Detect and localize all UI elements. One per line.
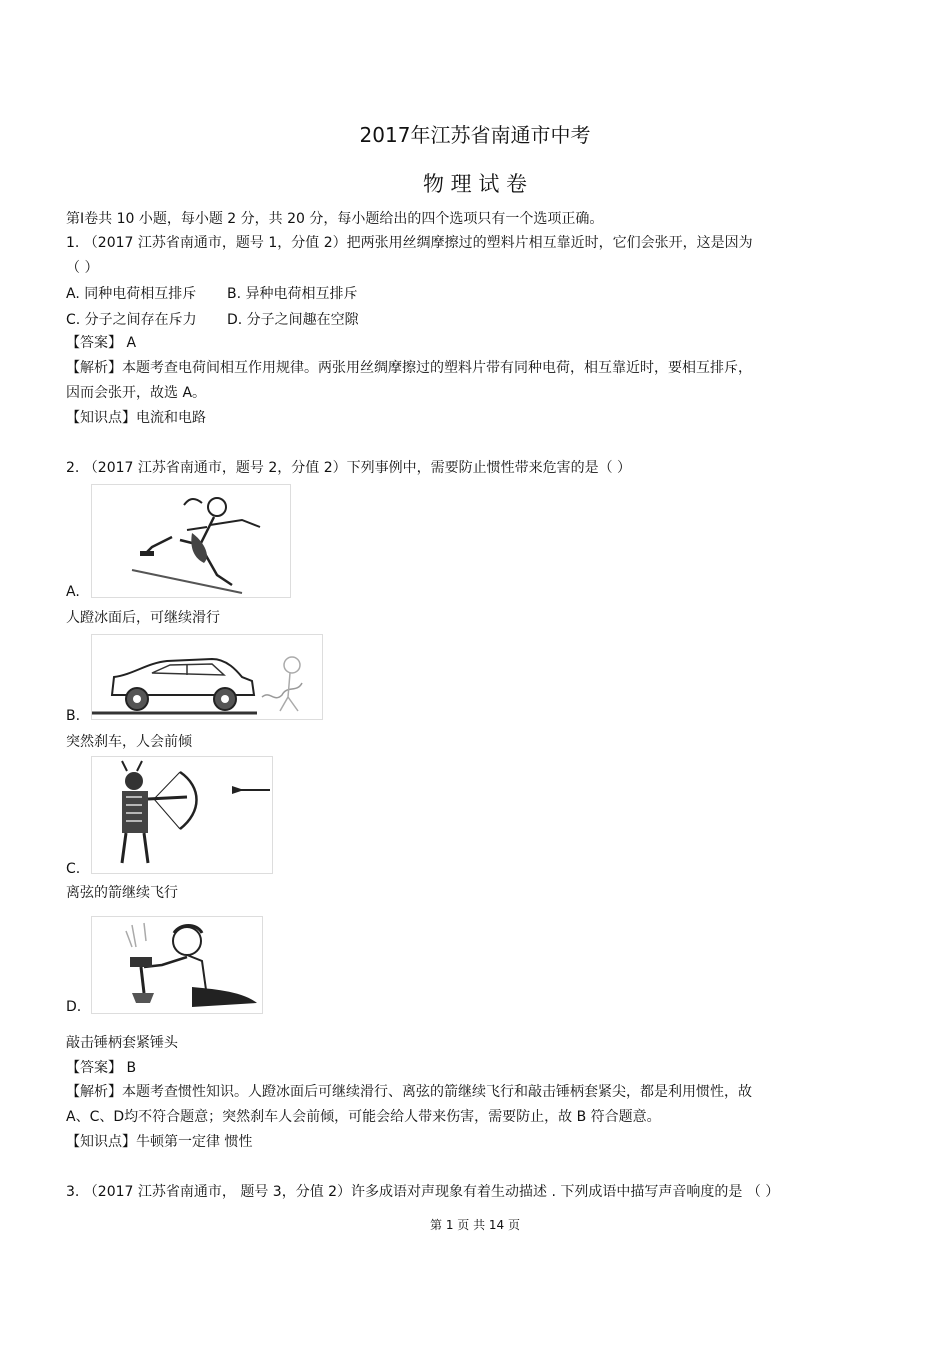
q2-knowledge: 【知识点】牛顿第一定律 惯性 (66, 1134, 253, 1150)
q1-answer: 【答案】 A (66, 335, 137, 351)
hammer-image (91, 916, 263, 1014)
q2-option-a-label: A. (66, 584, 80, 600)
q1-option-b: B. 异种电荷相互排斥 (227, 286, 358, 302)
q1-blank: （ ） (66, 260, 99, 276)
q2-option-b-text: 突然刹车，人会前倾 (66, 734, 192, 750)
q1-knowledge: 【知识点】电流和电路 (66, 410, 206, 426)
q2-analysis-line1: 【解析】本题考查惯性知识。人蹬冰面后可继续滑行、离弦的箭继续飞行和敲击锤柄套紧尖，都是利用惯性，故 (66, 1084, 752, 1100)
exam-title: 2017年江苏省南通市中考 (359, 123, 591, 147)
q2-analysis-line2: A、C、D均不符合题意；突然刹车人会前倾，可能会给人带来伤害，需要防止，故 B 符合题意。 (66, 1109, 661, 1125)
q2-option-d-label: D. (66, 999, 82, 1015)
skater-image (91, 484, 291, 598)
q1-analysis-line2: 因而会张开，故选 A。 (66, 385, 207, 401)
q3-stem: 3. （2017 江苏省南通市， 题号 3，分值 2）许多成语对声现象有着生动描述 . 下列成语中描写声音响度的是 （ ） (66, 1184, 780, 1200)
q1-stem: 1. （2017 江苏省南通市，题号 1，分值 2）把两张用丝绸摩擦过的塑料片相互靠近时，它们会张开，这是因为 (66, 235, 753, 251)
car-braking-image (91, 634, 323, 720)
archer-image (91, 756, 273, 874)
q1-analysis-line1: 【解析】本题考查电荷间相互作用规律。两张用丝绸摩擦过的塑料片带有同种电荷，相互靠近时，要相互排斥， (66, 360, 752, 376)
q1-option-c: C. 分子之间存在斥力 (66, 312, 197, 328)
q1-option-d: D. 分子之间趣在空隙 (227, 312, 359, 328)
q2-option-a-text: 人蹬冰面后，可继续滑行 (66, 610, 220, 626)
q2-option-c-label: C. (66, 861, 81, 877)
q2-option-b-label: B. (66, 708, 81, 724)
section-intro: 第Ⅰ卷共 10 小题，每小题 2 分，共 20 分，每小题给出的四个选项只有一个选项正确。 (66, 211, 604, 227)
q2-option-d-text: 敲击锤柄套紧锤头 (66, 1035, 178, 1051)
q2-stem: 2. （2017 江苏省南通市，题号 2，分值 2）下列事例中，需要防止惯性带来危害的是（ ） (66, 460, 632, 476)
exam-subtitle: 物 理 试 卷 (422, 172, 528, 196)
q2-answer: 【答案】 B (66, 1060, 137, 1076)
q2-option-c-text: 离弦的箭继续飞行 (66, 885, 178, 901)
q1-option-a: A. 同种电荷相互排斥 (66, 286, 197, 302)
page-footer: 第 1 页 共 14 页 (430, 1218, 520, 1232)
